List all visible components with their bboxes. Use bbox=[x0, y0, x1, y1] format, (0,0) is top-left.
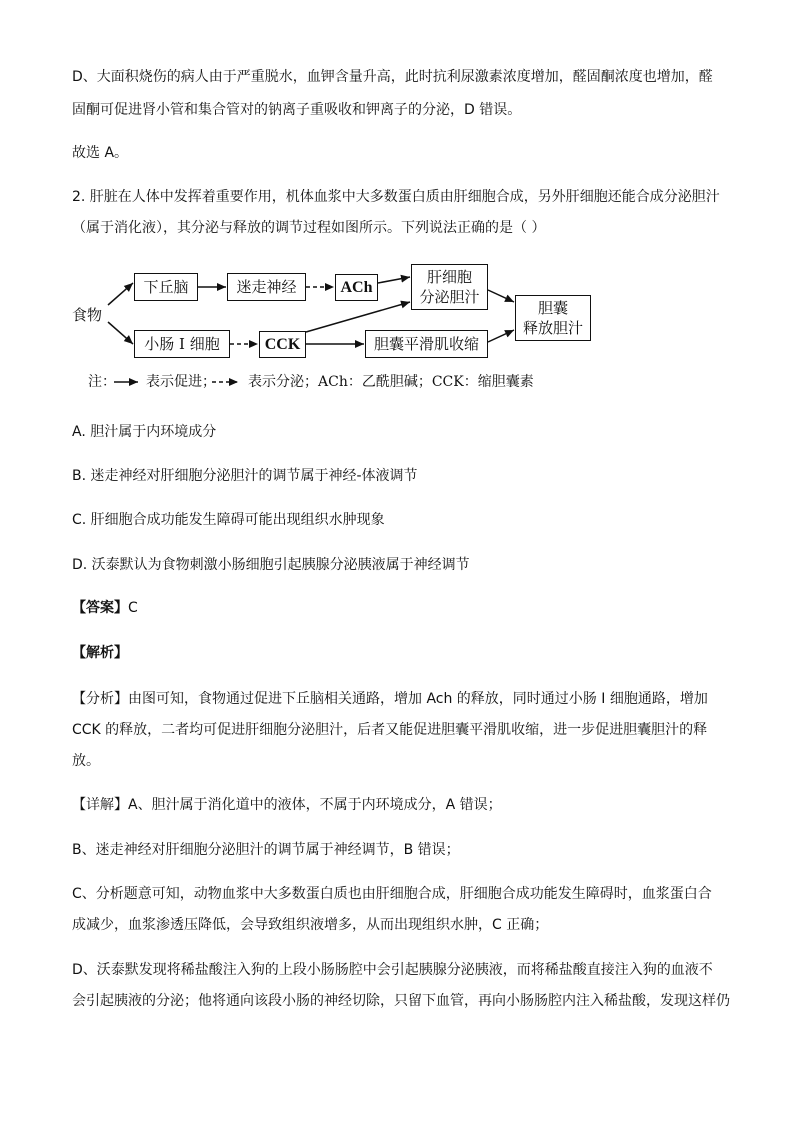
diagram-legend bbox=[88, 372, 534, 392]
text-line-2: 固酮可促进肾小管和集合管对的钠离子重吸收和钾离子的分泌，D 错误。 bbox=[72, 102, 522, 118]
vagus-box bbox=[227, 273, 306, 301]
option-a: A. 胆汁属于内环境成分 bbox=[72, 424, 217, 440]
legend-secrete-text: 表示分泌；ACh：乙酰胆碱；CCK：缩胆囊素 bbox=[248, 374, 534, 390]
answer-label: 【答案】 bbox=[72, 600, 128, 616]
vagus-label: 迷走神经 bbox=[236, 278, 297, 296]
liver-box bbox=[411, 264, 488, 310]
body-line-5: B、迷走神经对肝细胞分泌胆汁的调节属于神经调节，B 错误； bbox=[72, 842, 460, 858]
arrow-liver-gallbladder bbox=[488, 290, 514, 302]
body-line-6: C、分析题意可知，动物血浆中大多数蛋白质也由肝细胞合成，肝细胞合成功能发生障碍时，血浆蛋白合 bbox=[72, 886, 712, 902]
text-line-3: 故选 A。 bbox=[72, 145, 129, 161]
intestine-label: 小肠 I 细胞 bbox=[144, 335, 220, 353]
food-label: 食物 bbox=[72, 306, 103, 324]
answer-line bbox=[72, 598, 138, 618]
liver-label-1: 肝细胞 bbox=[426, 268, 472, 286]
question-stem-line-2: （属于消化液），其分泌与释放的调节过程如图所示。下列说法正确的是（ ） bbox=[72, 220, 546, 236]
intestine-box bbox=[134, 330, 230, 358]
ach-label: ACh bbox=[340, 278, 373, 296]
hypothalamus-label: 下丘脑 bbox=[143, 278, 189, 296]
body-line-1: 【分析】由图可知，食物通过促进下丘脑相关通路，增加 Ach 的释放，同时通过小肠 I 细胞通路，增加 bbox=[72, 691, 708, 707]
answer-value: C bbox=[128, 600, 138, 616]
arrow-cck-liver bbox=[306, 302, 410, 332]
analysis-title: 【解析】 bbox=[72, 645, 128, 661]
body-line-8: D、沃泰默发现将稀盐酸注入狗的上段小肠肠腔中会引起胰腺分泌胰液，而将稀盐酸直接注入狗的血液不 bbox=[72, 962, 713, 978]
arrow-gbmuscle-gallbladder bbox=[488, 330, 514, 342]
legend-promote-text: 表示促进； bbox=[146, 374, 216, 390]
body-line-9: 会引起胰液的分泌；他将通向该段小肠的神经切除，只留下血管，再向小肠肠腔内注入稀盐酸，发现这样仍 bbox=[72, 993, 730, 1009]
legend-prefix: 注： bbox=[88, 374, 116, 390]
arrow-food-intestine bbox=[108, 322, 133, 344]
text-line-1: D、大面积烧伤的病人由于严重脱水，血钾含量升高，此时抗利尿激素浓度增加，醛固酮浓度也增加，醛 bbox=[72, 69, 713, 85]
gallbladder-box bbox=[515, 295, 591, 341]
cck-box bbox=[259, 331, 306, 358]
gallbladder-label-1: 胆囊 bbox=[537, 299, 568, 317]
cck-label: CCK bbox=[264, 335, 301, 353]
option-d: D. 沃泰默认为食物刺激小肠细胞引起胰腺分泌胰液属于神经调节 bbox=[72, 557, 470, 573]
body-line-3: 放。 bbox=[72, 753, 100, 769]
liver-label-2: 分泌胆汁 bbox=[419, 288, 480, 306]
gallbladder-label-2: 释放胆汁 bbox=[522, 319, 583, 337]
body-line-7: 成减少，血浆渗透压降低，会导致组织液增多，从而出现组织水肿，C 正确； bbox=[72, 917, 549, 933]
question-stem-line-1: 2. 肝脏在人体中发挥着重要作用，机体血浆中大多数蛋白质由肝细胞合成，另外肝细胞还能合成分泌胆汁 bbox=[72, 189, 720, 205]
ach-box bbox=[335, 274, 378, 301]
body-line-4: 【详解】A、胆汁属于消化道中的液体，不属于内环境成分，A 错误； bbox=[72, 797, 502, 813]
option-b: B. 迷走神经对肝细胞分泌胆汁的调节属于神经-体液调节 bbox=[72, 468, 418, 484]
gb-muscle-label: 胆囊平滑肌收缩 bbox=[373, 335, 479, 353]
arrow-ach-liver bbox=[378, 277, 410, 283]
hypothalamus-box bbox=[134, 273, 198, 301]
option-c: C. 肝细胞合成功能发生障碍可能出现组织水肿现象 bbox=[72, 512, 385, 528]
body-line-2: CCK 的释放，二者均可促进肝细胞分泌胆汁，后者又能促进胆囊平滑肌收缩，进一步促进胆囊胆汁的释 bbox=[72, 722, 708, 738]
arrow-food-hypothalamus bbox=[108, 283, 133, 305]
gb-muscle-box bbox=[365, 330, 488, 358]
